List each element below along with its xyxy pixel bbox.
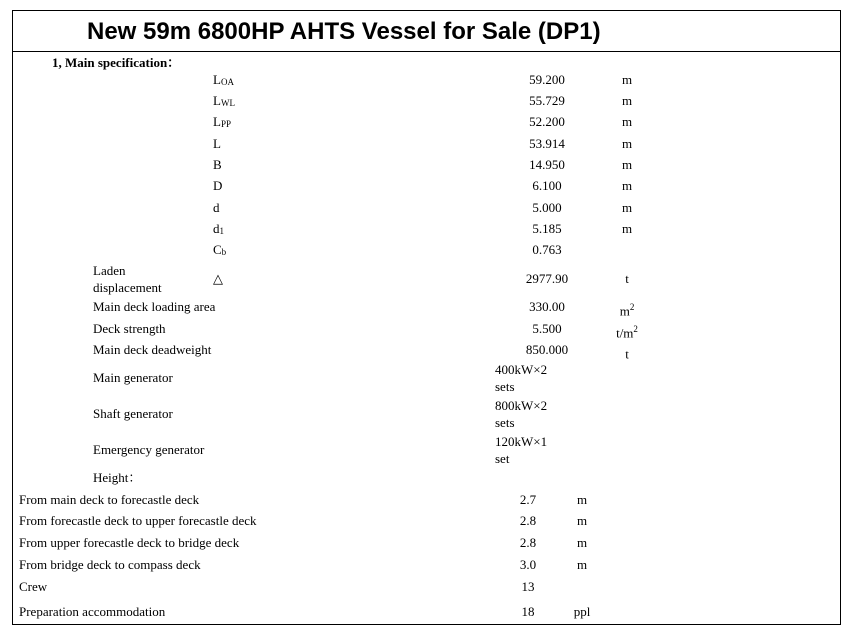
deck-value: 330.00 bbox=[529, 299, 565, 314]
height-value: 2.7 bbox=[519, 492, 537, 507]
dimension-value: 53.914 bbox=[529, 136, 565, 151]
crew-unit bbox=[567, 577, 597, 597]
height-label: From main deck to forecastle deck bbox=[19, 492, 200, 507]
crew-value: 13 bbox=[521, 579, 535, 594]
accommodation-unit: ppl bbox=[573, 604, 591, 619]
dimension-unit: m bbox=[621, 114, 633, 129]
dimension-value: 5.185 bbox=[532, 221, 562, 236]
dimension-unit bbox=[612, 240, 642, 260]
dimension-symbol: $L_{WL}$ bbox=[213, 93, 235, 108]
height-value: 2.8 bbox=[519, 535, 537, 550]
generator-label: Shaft generator bbox=[93, 406, 173, 421]
dimension-value: 52.200 bbox=[529, 114, 565, 129]
deck-label: Deck strength bbox=[93, 321, 166, 336]
generator-value: 120kW×1 set bbox=[495, 434, 548, 466]
dimension-value: 55.729 bbox=[529, 93, 565, 108]
height-unit: m bbox=[576, 557, 588, 572]
crew-label: Crew bbox=[19, 579, 48, 594]
generator-value: 800kW×2 sets bbox=[495, 398, 548, 430]
triangle-icon: △ bbox=[213, 271, 223, 286]
dimension-symbol: B bbox=[213, 157, 222, 172]
dimension-symbol: $L_{OA}$ bbox=[213, 72, 234, 87]
deck-unit: $t/m^2$ bbox=[616, 324, 638, 341]
height-value: 3.0 bbox=[519, 557, 537, 572]
deck-value: 850.000 bbox=[525, 342, 569, 357]
dimension-unit: m bbox=[621, 136, 633, 151]
generator-label: Main generator bbox=[93, 370, 173, 385]
page-title: New 59m 6800HP AHTS Vessel for Sale (DP1) bbox=[87, 18, 601, 45]
laden-value: 2977.90 bbox=[525, 271, 569, 286]
dimension-value: 59.200 bbox=[529, 72, 565, 87]
dimension-symbol: $C_b$ bbox=[213, 242, 227, 257]
dimension-unit: m bbox=[621, 221, 633, 236]
dimension-symbol: $d_1$ bbox=[213, 221, 224, 236]
deck-label: Main deck deadweight bbox=[93, 342, 212, 357]
dimension-value: 14.950 bbox=[529, 157, 565, 172]
dimension-symbol: D bbox=[213, 178, 223, 193]
laden-unit: t bbox=[625, 271, 629, 286]
accommodation-label: Preparation accommodation bbox=[19, 604, 166, 619]
deck-unit: $m^2$ bbox=[619, 302, 635, 319]
height-value: 2.8 bbox=[519, 513, 537, 528]
dimension-value: 0.763 bbox=[532, 242, 562, 257]
dimension-unit: m bbox=[621, 200, 633, 215]
dimension-unit: m bbox=[621, 72, 633, 87]
height-unit: m bbox=[576, 513, 588, 528]
generator-value: 400kW×2 sets bbox=[495, 362, 548, 394]
deck-label: Main deck loading area bbox=[93, 299, 216, 314]
height-label: From forecastle deck to upper forecastle deck bbox=[19, 513, 257, 528]
title-row bbox=[12, 10, 841, 52]
height-unit: m bbox=[576, 492, 588, 507]
height-unit: m bbox=[576, 535, 588, 550]
dimension-value: 6.100 bbox=[532, 178, 562, 193]
height-label: From upper forecastle deck to bridge deck bbox=[19, 535, 240, 550]
dimension-symbol: L bbox=[213, 136, 221, 151]
section-heading: 1, Main specification： bbox=[52, 55, 181, 70]
accommodation-value: 18 bbox=[521, 604, 535, 619]
laden-label: Laden displacement bbox=[93, 263, 162, 295]
dimension-value: 5.000 bbox=[532, 200, 562, 215]
height-heading: Height： bbox=[93, 470, 142, 485]
dimension-unit: m bbox=[621, 178, 633, 193]
dimension-unit: m bbox=[621, 157, 633, 172]
dimension-symbol: d bbox=[213, 200, 220, 215]
deck-value: 5.500 bbox=[532, 321, 562, 336]
dimension-symbol: $L_{PP}$ bbox=[213, 114, 231, 129]
generator-label: Emergency generator bbox=[93, 442, 205, 457]
deck-unit: t bbox=[625, 346, 629, 362]
dimension-unit: m bbox=[621, 93, 633, 108]
height-label: From bridge deck to compass deck bbox=[19, 557, 201, 572]
